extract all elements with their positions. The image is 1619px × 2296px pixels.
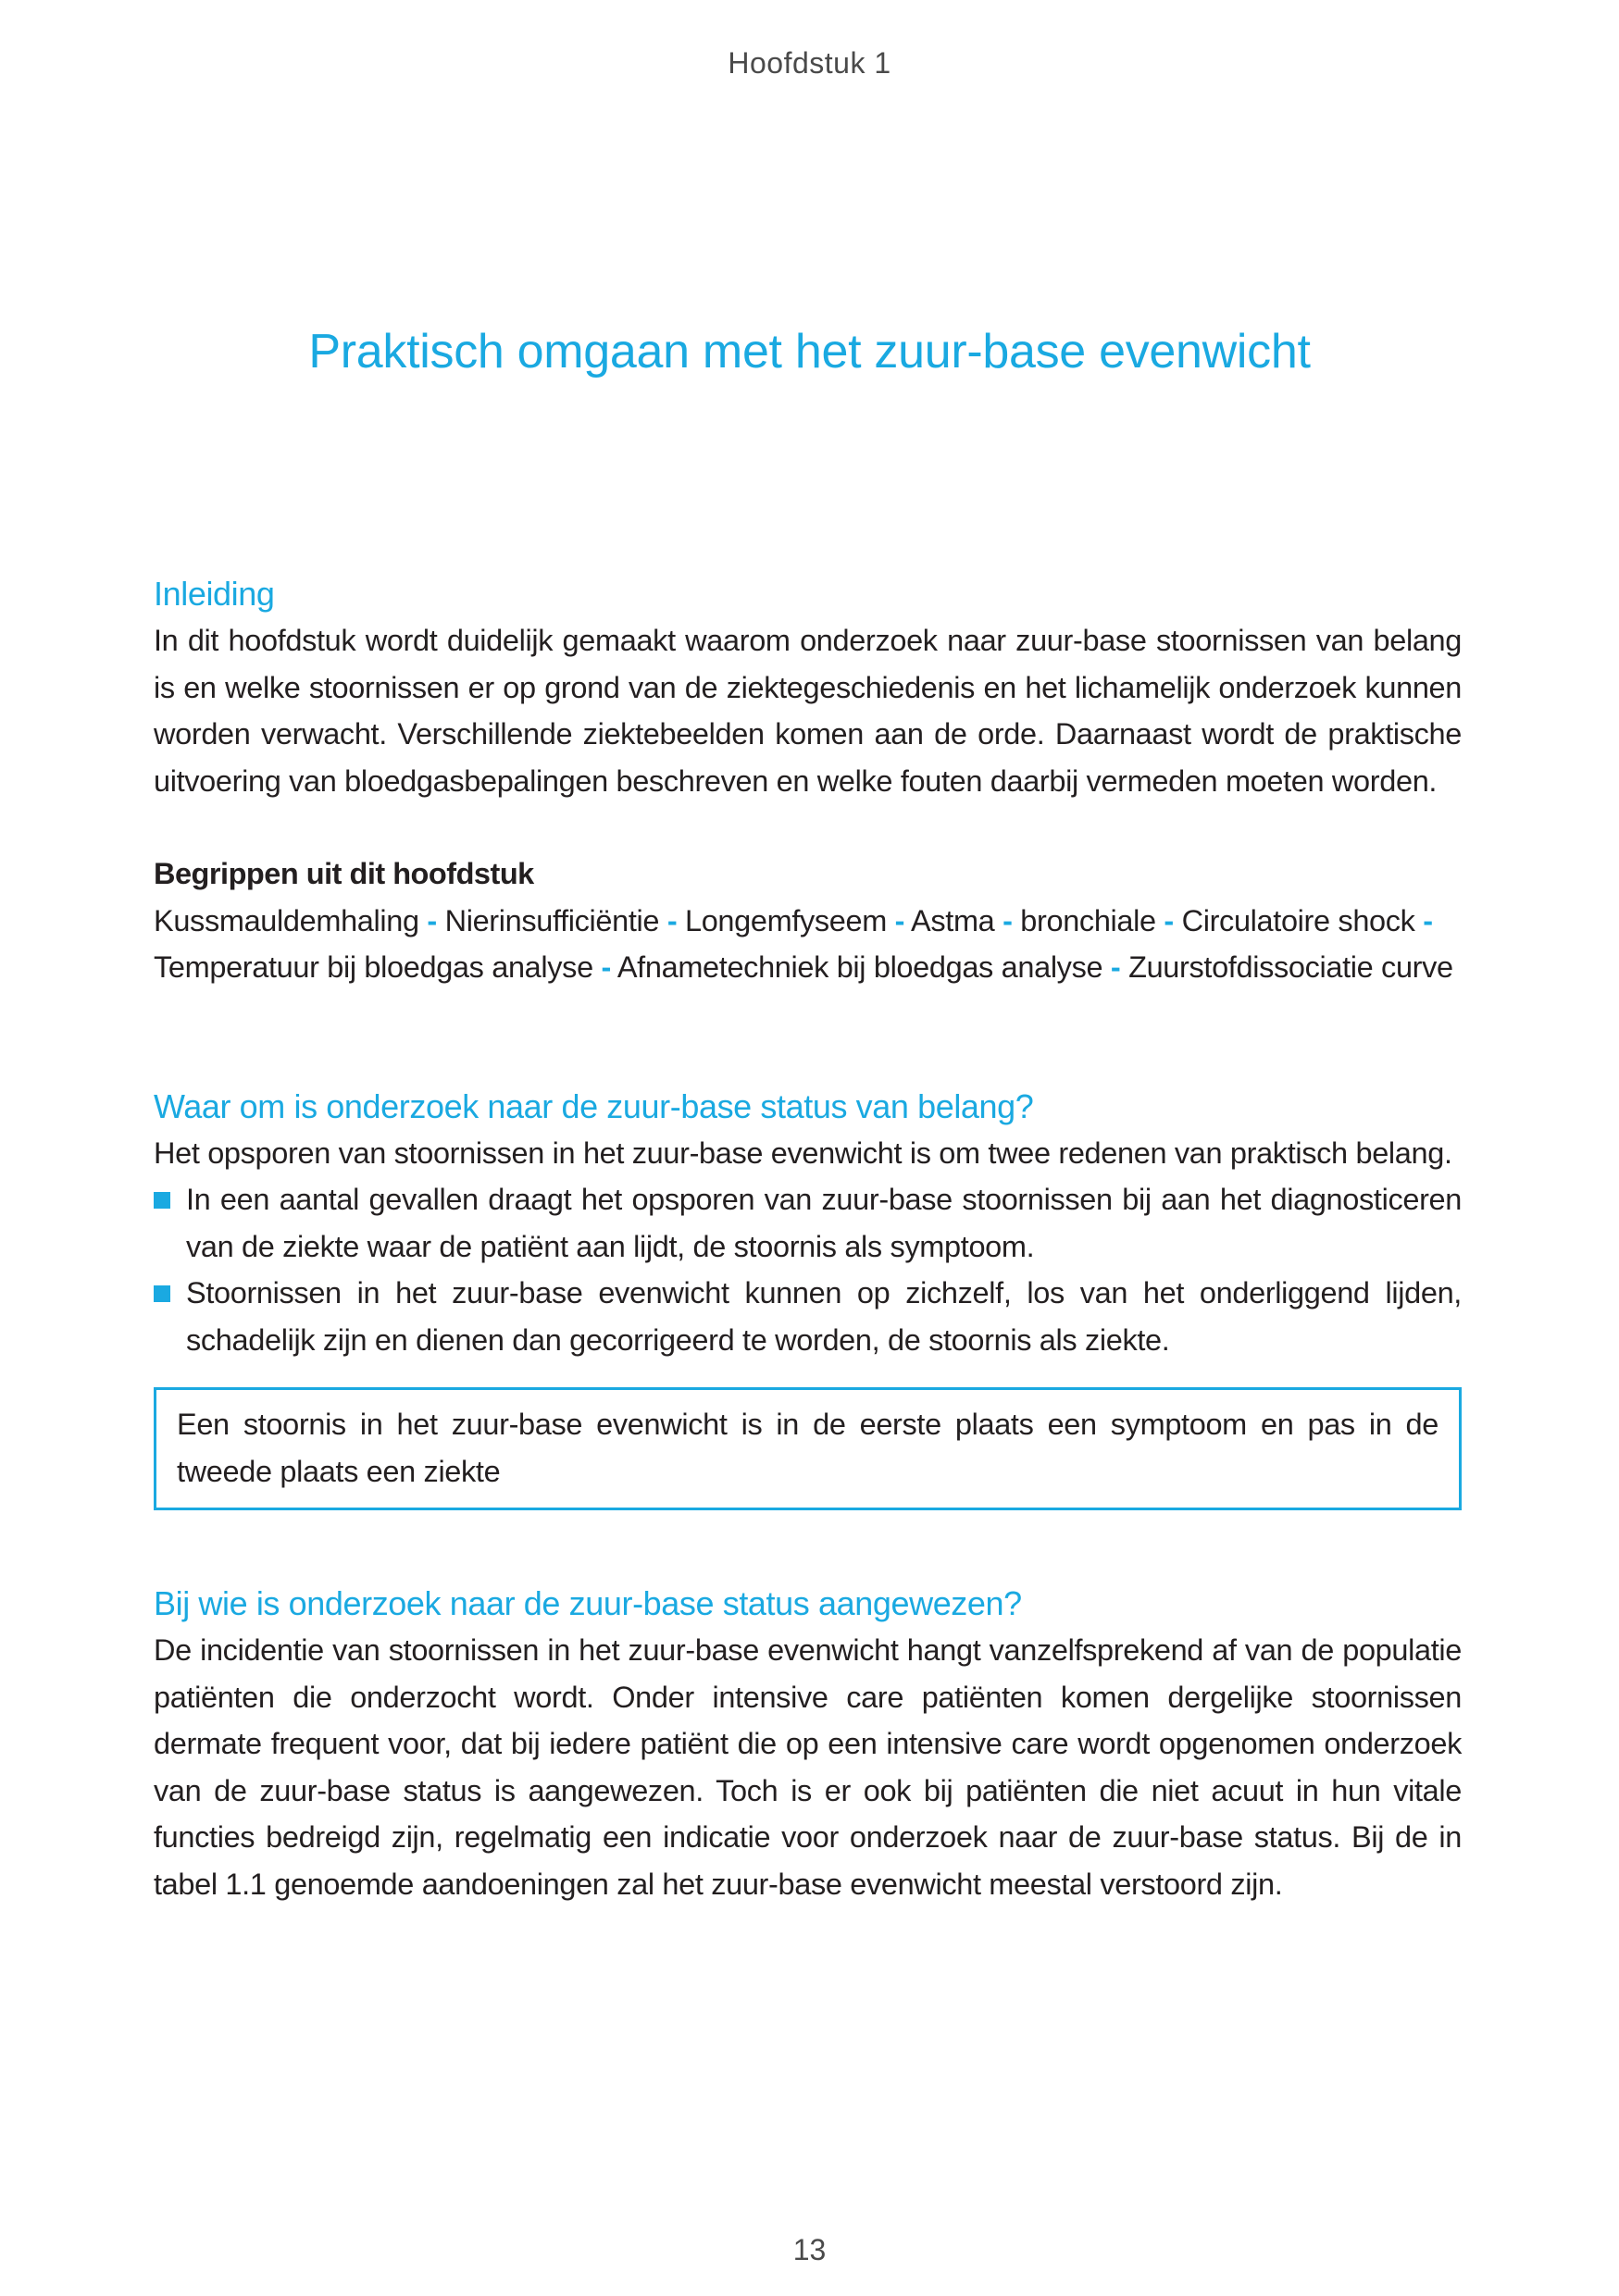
term-separator: - xyxy=(1164,903,1174,937)
key-message-callout xyxy=(154,1387,1462,1510)
square-bullet-icon xyxy=(154,1192,170,1209)
why-section xyxy=(154,1084,1462,1511)
concept-term: Kussmauldemhaling xyxy=(154,903,419,937)
concept-term: Temperatuur bij bloedgas analyse xyxy=(154,950,593,984)
term-separator: - xyxy=(427,903,437,937)
who-section xyxy=(154,1581,1462,1907)
concept-term: Afnametechniek bij bloedgas analyse xyxy=(616,950,1103,984)
page-number: 13 xyxy=(792,2233,827,2266)
concept-term: Zuurstofdissociatie curve xyxy=(1128,950,1453,984)
concept-term: Nierinsufficiëntie xyxy=(444,903,660,937)
why-bullet-list xyxy=(154,1176,1462,1363)
concept-term: Astma xyxy=(911,903,995,937)
square-bullet-icon xyxy=(154,1285,170,1302)
term-separator: - xyxy=(894,903,905,937)
intro-heading: Inleiding xyxy=(154,575,275,613)
concepts-terms xyxy=(154,898,1462,991)
concept-term: bronchiale xyxy=(1020,903,1156,937)
running-head: Hoofdstuk 1 xyxy=(728,46,891,80)
list-item xyxy=(154,1176,1462,1270)
page-content xyxy=(154,571,1462,1907)
intro-body: In dit hoofdstuk wordt duidelijk gemaakt waarom onderzoek naar zuur-base stoornissen van belang is en welke stoornissen er op grond van de ziektegeschiedenis en het lichamelijk onderzoek kunnen worden verwacht. Verschillende ziektebeelden komen aan de orde. Daarnaast wordt de praktische uitvoering van bloedgasbepalingen beschreven en welke fouten daarbij vermeden moeten worden. xyxy=(154,624,1462,798)
who-heading: Bij wie is onderzoek naar de zuur-base status aangewezen? xyxy=(154,1584,1022,1622)
term-separator: - xyxy=(1423,903,1433,937)
list-item xyxy=(154,1270,1462,1363)
concepts-heading: Begrippen uit dit hoofdstuk xyxy=(154,857,534,890)
term-separator: - xyxy=(1110,950,1121,984)
chapter-title: Praktisch omgaan met het zuur-base evenwicht xyxy=(308,325,1311,379)
list-item-text: In een aantal gevallen draagt het opsporen van zuur-base stoornissen bij aan het diagnosticeren van de ziekte waar de patiënt aan lijdt, de stoornis als symptoom. xyxy=(186,1183,1462,1263)
term-separator: - xyxy=(601,950,611,984)
term-separator: - xyxy=(666,903,678,937)
term-separator: - xyxy=(1003,903,1013,937)
callout-text: Een stoornis in het zuur-base evenwicht is in de eerste plaats een symptoom en pas in de tweede plaats een ziekte xyxy=(177,1408,1438,1488)
concept-term: Circulatoire shock xyxy=(1181,903,1415,937)
list-item-text: Stoornissen in het zuur-base evenwicht kunnen op zichzelf, los van het onderliggend lijden, schadelijk zijn en dienen dan gecorrigeerd te worden, de stoornis als ziekte. xyxy=(186,1276,1462,1357)
intro-section xyxy=(154,571,1462,804)
concepts-section xyxy=(154,850,1462,991)
why-heading: Waar om is onderzoek naar de zuur-base status van belang? xyxy=(154,1086,1034,1125)
why-body: Het opsporen van stoornissen in het zuur-base evenwicht is om twee redenen van praktisch belang. xyxy=(154,1136,1452,1170)
concept-term: Longemfyseem xyxy=(684,903,887,937)
who-body: De incidentie van stoornissen in het zuur-base evenwicht hangt vanzelfsprekend af van de populatie patiënten die onderzocht wordt. Onder intensive care patiënten komen dergelijke stoornissen dermate frequent voor, dat bij iedere patiënt die op een intensive care wordt opgenomen onderzoek van de zuur-base status is aangewezen. Toch is er ook bij patiënten die niet acuut in hun vitale functies bedreigd zijn, regelmatig een indicatie voor onderzoek naar de zuur-base status. Bij de in tabel 1.1 genoemde aandoeningen zal het zuur-base evenwicht meestal verstoord zijn. xyxy=(154,1633,1462,1901)
